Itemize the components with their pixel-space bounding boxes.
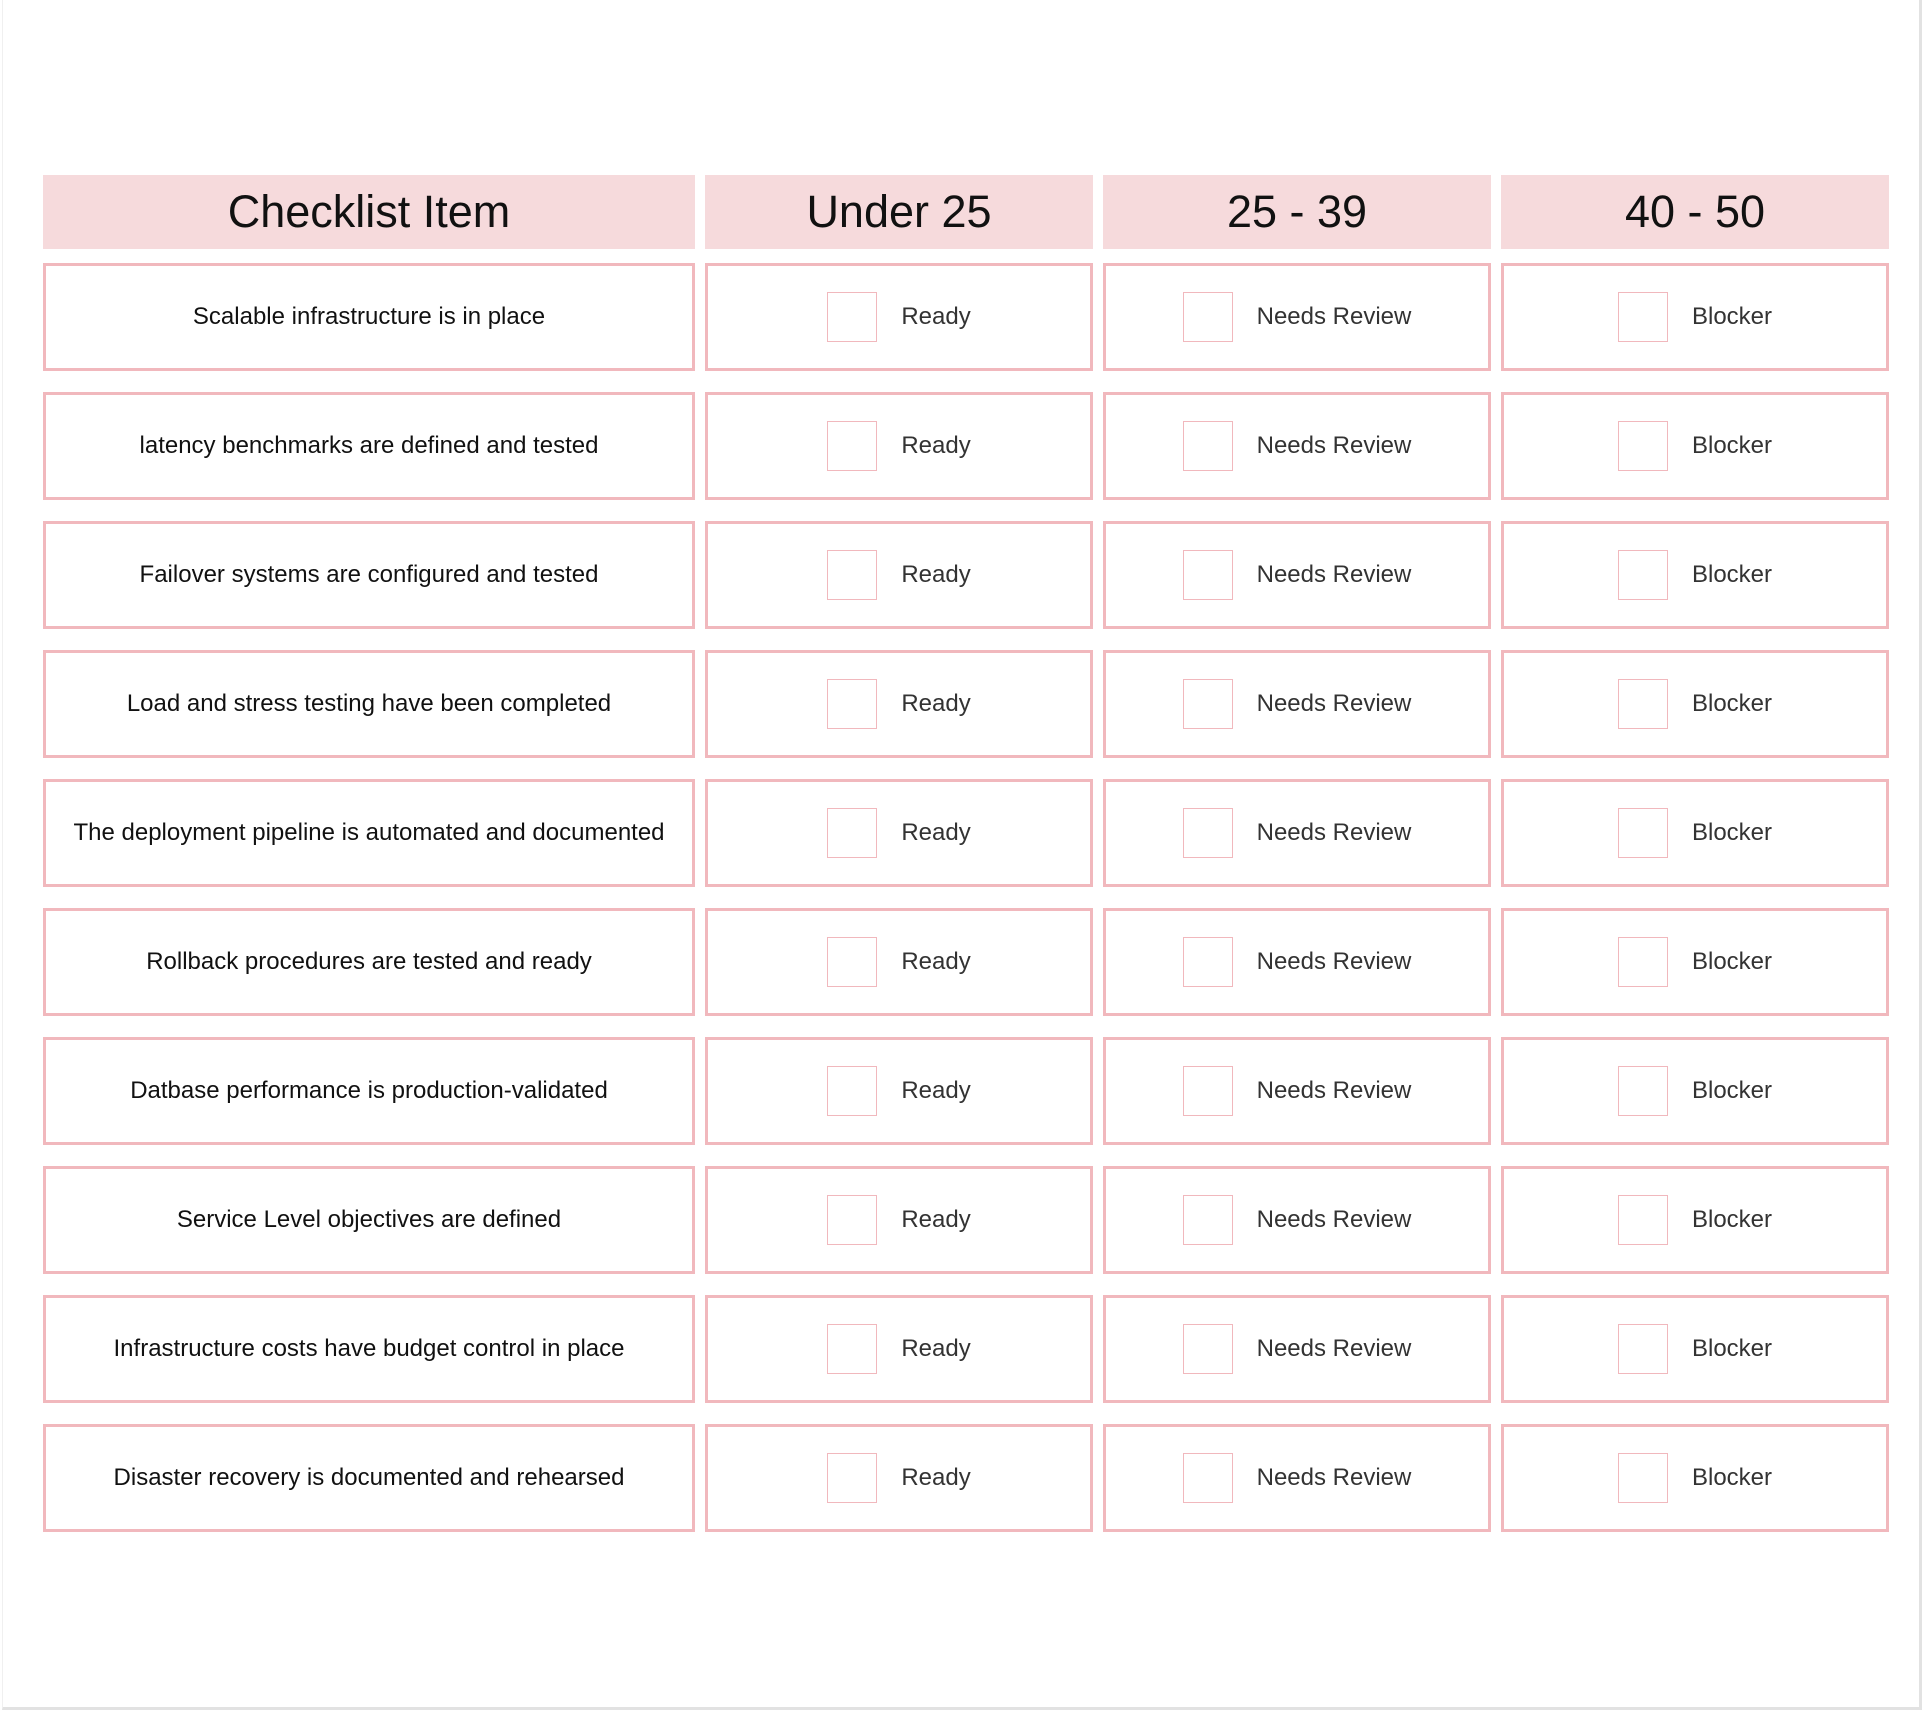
- table-row: [43, 908, 1891, 1016]
- ready-checkbox[interactable]: [827, 1066, 877, 1116]
- table-row: [43, 1037, 1891, 1145]
- option-cell-needs-review: [1103, 1166, 1491, 1274]
- option-ready: [827, 421, 970, 471]
- blocker-checkbox[interactable]: [1618, 421, 1668, 471]
- blocker-label: Blocker: [1691, 561, 1773, 588]
- option-cell-ready: [705, 650, 1093, 758]
- ready-checkbox[interactable]: [827, 1453, 877, 1503]
- option-cell-ready: [705, 908, 1093, 1016]
- blocker-checkbox[interactable]: [1618, 1324, 1668, 1374]
- option-cell-ready: [705, 263, 1093, 371]
- needs-review-checkbox[interactable]: [1183, 1195, 1233, 1245]
- ready-label: Ready: [901, 690, 971, 717]
- needs-review-checkbox[interactable]: [1183, 292, 1233, 342]
- option-ready: [827, 292, 970, 342]
- option-cell-blocker: [1501, 779, 1889, 887]
- ready-checkbox[interactable]: [827, 808, 877, 858]
- needs-review-checkbox[interactable]: [1183, 1324, 1233, 1374]
- blocker-checkbox[interactable]: [1618, 937, 1668, 987]
- needs-review-checkbox[interactable]: [1183, 937, 1233, 987]
- blocker-checkbox[interactable]: [1618, 808, 1668, 858]
- blocker-label: Blocker: [1691, 819, 1773, 846]
- option-needs-review: [1183, 808, 1412, 858]
- option-cell-needs-review: [1103, 1295, 1491, 1403]
- ready-label: Ready: [901, 1077, 971, 1104]
- header-checklist-item: Checklist Item: [43, 175, 695, 249]
- option-cell-needs-review: [1103, 392, 1491, 500]
- ready-checkbox[interactable]: [827, 421, 877, 471]
- header-40-50: 40 - 50: [1501, 175, 1889, 249]
- checklist-item-cell: [43, 1424, 695, 1532]
- table-row: [43, 263, 1891, 371]
- checklist-item-label: Infrastructure costs have budget control in place: [113, 1335, 625, 1362]
- blocker-label: Blocker: [1691, 1077, 1773, 1104]
- checklist-item-label: Disaster recovery is documented and rehearsed: [113, 1464, 625, 1491]
- option-blocker: [1618, 1195, 1772, 1245]
- option-blocker: [1618, 421, 1772, 471]
- checklist-item-cell: [43, 392, 695, 500]
- ready-label: Ready: [901, 1464, 971, 1491]
- option-ready: [827, 679, 970, 729]
- checklist-item-label: Scalable infrastructure is in place: [192, 303, 546, 330]
- option-cell-needs-review: [1103, 779, 1491, 887]
- ready-checkbox[interactable]: [827, 1195, 877, 1245]
- checklist-item-label: The deployment pipeline is automated and documented: [73, 819, 665, 846]
- needs-review-label: Needs Review: [1256, 561, 1412, 588]
- checklist-rows: [43, 263, 1891, 1532]
- needs-review-label: Needs Review: [1256, 948, 1412, 975]
- needs-review-checkbox[interactable]: [1183, 421, 1233, 471]
- checklist-table: [43, 175, 1891, 1553]
- table-row: [43, 1295, 1891, 1403]
- blocker-checkbox[interactable]: [1618, 1453, 1668, 1503]
- option-cell-ready: [705, 779, 1093, 887]
- option-cell-blocker: [1501, 263, 1889, 371]
- ready-checkbox[interactable]: [827, 937, 877, 987]
- needs-review-checkbox[interactable]: [1183, 1066, 1233, 1116]
- blocker-label: Blocker: [1691, 1464, 1773, 1491]
- checklist-item-cell: [43, 1295, 695, 1403]
- ready-label: Ready: [901, 948, 971, 975]
- option-blocker: [1618, 937, 1772, 987]
- option-cell-blocker: [1501, 650, 1889, 758]
- header-row: [43, 175, 1891, 249]
- option-needs-review: [1183, 421, 1412, 471]
- blocker-label: Blocker: [1691, 948, 1773, 975]
- table-row: [43, 392, 1891, 500]
- checklist-item-label: Service Level objectives are defined: [176, 1206, 562, 1233]
- option-cell-ready: [705, 1166, 1093, 1274]
- needs-review-checkbox[interactable]: [1183, 679, 1233, 729]
- checklist-item-label: Rollback procedures are tested and ready: [146, 948, 592, 975]
- blocker-label: Blocker: [1691, 690, 1773, 717]
- needs-review-label: Needs Review: [1256, 690, 1412, 717]
- table-row: [43, 521, 1891, 629]
- blocker-label: Blocker: [1691, 303, 1773, 330]
- option-cell-needs-review: [1103, 521, 1491, 629]
- option-blocker: [1618, 1453, 1772, 1503]
- option-ready: [827, 1066, 970, 1116]
- needs-review-checkbox[interactable]: [1183, 808, 1233, 858]
- option-cell-ready: [705, 521, 1093, 629]
- needs-review-checkbox[interactable]: [1183, 1453, 1233, 1503]
- ready-label: Ready: [901, 819, 971, 846]
- option-cell-blocker: [1501, 521, 1889, 629]
- ready-checkbox[interactable]: [827, 1324, 877, 1374]
- checklist-page: [2, 0, 1922, 1710]
- option-blocker: [1618, 1066, 1772, 1116]
- option-cell-needs-review: [1103, 908, 1491, 1016]
- ready-label: Ready: [901, 432, 971, 459]
- option-cell-ready: [705, 1424, 1093, 1532]
- ready-label: Ready: [901, 1206, 971, 1233]
- option-ready: [827, 937, 970, 987]
- option-needs-review: [1183, 1195, 1412, 1245]
- checklist-item-cell: [43, 1166, 695, 1274]
- option-cell-ready: [705, 392, 1093, 500]
- checklist-item-label: Failover systems are configured and tested: [139, 561, 599, 588]
- blocker-checkbox[interactable]: [1618, 550, 1668, 600]
- checklist-item-cell: [43, 1037, 695, 1145]
- checklist-item-label: Datbase performance is production-validated: [130, 1077, 608, 1104]
- option-ready: [827, 1453, 970, 1503]
- option-cell-needs-review: [1103, 1037, 1491, 1145]
- checklist-item-cell: [43, 779, 695, 887]
- option-needs-review: [1183, 292, 1412, 342]
- blocker-checkbox[interactable]: [1618, 679, 1668, 729]
- option-cell-blocker: [1501, 1037, 1889, 1145]
- checklist-item-cell: [43, 263, 695, 371]
- option-ready: [827, 1195, 970, 1245]
- option-cell-blocker: [1501, 1166, 1889, 1274]
- needs-review-label: Needs Review: [1256, 1077, 1412, 1104]
- ready-label: Ready: [901, 561, 971, 588]
- ready-label: Ready: [901, 1335, 971, 1362]
- option-needs-review: [1183, 937, 1412, 987]
- ready-checkbox[interactable]: [827, 679, 877, 729]
- blocker-checkbox[interactable]: [1618, 292, 1668, 342]
- checklist-item-cell: [43, 650, 695, 758]
- table-row: [43, 1424, 1891, 1532]
- option-cell-ready: [705, 1295, 1093, 1403]
- option-blocker: [1618, 808, 1772, 858]
- option-needs-review: [1183, 1324, 1412, 1374]
- option-cell-ready: [705, 1037, 1093, 1145]
- blocker-checkbox[interactable]: [1618, 1066, 1668, 1116]
- option-blocker: [1618, 292, 1772, 342]
- ready-label: Ready: [901, 303, 971, 330]
- table-row: [43, 1166, 1891, 1274]
- ready-checkbox[interactable]: [827, 550, 877, 600]
- option-ready: [827, 1324, 970, 1374]
- option-ready: [827, 550, 970, 600]
- blocker-checkbox[interactable]: [1618, 1195, 1668, 1245]
- needs-review-label: Needs Review: [1256, 819, 1412, 846]
- needs-review-label: Needs Review: [1256, 1464, 1412, 1491]
- option-needs-review: [1183, 679, 1412, 729]
- ready-checkbox[interactable]: [827, 292, 877, 342]
- checklist-item-label: Load and stress testing have been completed: [126, 690, 612, 717]
- option-needs-review: [1183, 550, 1412, 600]
- needs-review-label: Needs Review: [1256, 1206, 1412, 1233]
- option-cell-needs-review: [1103, 1424, 1491, 1532]
- option-cell-needs-review: [1103, 650, 1491, 758]
- blocker-label: Blocker: [1691, 1206, 1773, 1233]
- option-blocker: [1618, 550, 1772, 600]
- needs-review-label: Needs Review: [1256, 303, 1412, 330]
- checklist-item-cell: [43, 521, 695, 629]
- option-cell-blocker: [1501, 1424, 1889, 1532]
- table-row: [43, 650, 1891, 758]
- needs-review-label: Needs Review: [1256, 432, 1412, 459]
- header-under-25: Under 25: [705, 175, 1093, 249]
- option-cell-blocker: [1501, 392, 1889, 500]
- option-ready: [827, 808, 970, 858]
- option-needs-review: [1183, 1453, 1412, 1503]
- needs-review-checkbox[interactable]: [1183, 550, 1233, 600]
- needs-review-label: Needs Review: [1256, 1335, 1412, 1362]
- option-blocker: [1618, 1324, 1772, 1374]
- header-25-39: 25 - 39: [1103, 175, 1491, 249]
- option-cell-needs-review: [1103, 263, 1491, 371]
- checklist-item-cell: [43, 908, 695, 1016]
- blocker-label: Blocker: [1691, 432, 1773, 459]
- checklist-item-label: latency benchmarks are defined and tested: [139, 432, 599, 459]
- option-blocker: [1618, 679, 1772, 729]
- blocker-label: Blocker: [1691, 1335, 1773, 1362]
- option-cell-blocker: [1501, 908, 1889, 1016]
- option-needs-review: [1183, 1066, 1412, 1116]
- table-row: [43, 779, 1891, 887]
- option-cell-blocker: [1501, 1295, 1889, 1403]
